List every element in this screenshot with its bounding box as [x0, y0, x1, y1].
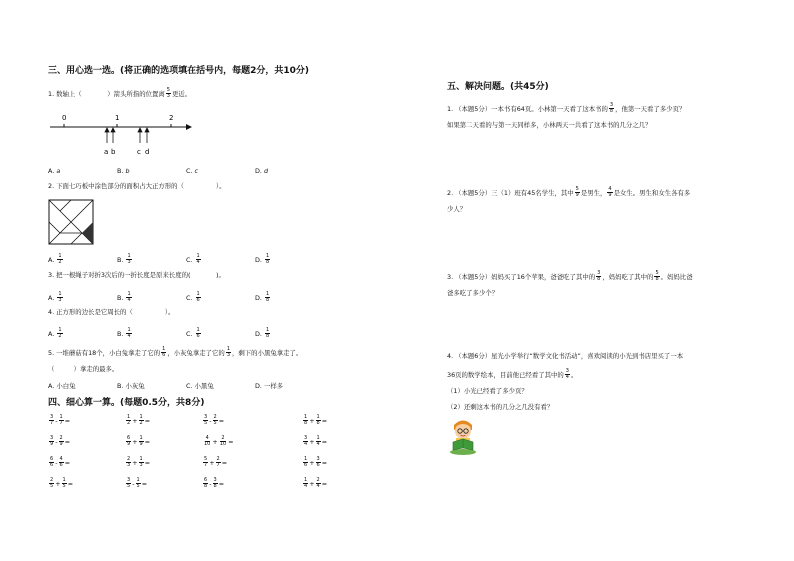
calc-exercise: $\frac{3}{7}$ - $\frac{1}{7}$ =	[50, 414, 71, 427]
q5-option-b[interactable]: B. 小灰兔	[117, 382, 145, 390]
calc-exercise: $\frac{1}{4}$ + $\frac{2}{4}$ =	[304, 477, 328, 490]
q4-option-b[interactable]: B. $\frac{1}{4}$	[117, 327, 131, 340]
p4-text: 4. （本题6分）星光小学举行“数学文化书活动”，喜欢阅读的小光到书店里买了一本	[447, 352, 684, 360]
q4-option-d[interactable]: D. $\frac{1}{8}$	[255, 327, 270, 340]
calc-exercise: $\frac{3}{5}$ - $\frac{2}{5}$ =	[204, 414, 225, 427]
number-line	[48, 110, 198, 160]
calc-exercise: $\frac{4}{10}$ + $\frac{2}{10}$ =	[204, 435, 234, 448]
q1-option-d[interactable]: D. d	[255, 167, 269, 175]
tick-label-2: 2	[169, 114, 174, 122]
arrow-label-c: c	[137, 148, 141, 156]
section4-title: 四、细心算一算。(每题0.5分，共8分)	[48, 398, 205, 408]
arrow-label-d: d	[145, 148, 150, 156]
q1-option-a[interactable]: A. a	[48, 167, 61, 175]
q1-fraction: $\frac{5}{3}$	[166, 87, 170, 100]
calc-exercise: $\frac{2}{3}$ + $\frac{1}{3}$ =	[127, 456, 151, 469]
calc-exercise: $\frac{1}{2}$ + $\frac{1}{2}$ =	[127, 414, 151, 427]
q1-option-b[interactable]: B. b	[117, 167, 130, 175]
q2-option-c[interactable]: C. $\frac{1}{4}$	[186, 253, 200, 266]
calc-exercise: $\frac{6}{9}$ + $\frac{1}{9}$ =	[127, 435, 151, 448]
q5-option-a[interactable]: A. 小白兔	[48, 382, 76, 390]
calc-exercise: $\frac{3}{4}$ + $\frac{1}{4}$ =	[304, 435, 328, 448]
p4-sub1: （1）小光已经看了多少页？	[447, 387, 528, 395]
q4-option-a[interactable]: A. $\frac{1}{2}$	[48, 327, 62, 340]
q3-text: 3. 把一根绳子对折3次后的一折长度是原来长度的( )。	[48, 271, 225, 279]
p4-sub2: （2）还剩这本书的几分之几没有看？	[447, 403, 554, 411]
calc-exercise: $\frac{1}{6}$ + $\frac{3}{6}$ =	[304, 456, 328, 469]
q2-option-b[interactable]: B. $\frac{1}{3}$	[117, 253, 131, 266]
p1-text: 1. （本题5分）一本书有64页。小林第一天看了这本书的 $\frac{3}{8}$ ，他第一天看了多少页？	[447, 102, 686, 115]
p3-text: 3. （本题5分）妈妈买了16个苹果，爸爸吃了其中的 $\frac{3}{8}$ ，妈妈吃了其中的 $\frac{5}{8}$ 。妈妈比爸	[447, 270, 693, 283]
q2-option-a[interactable]: A. $\frac{1}{2}$	[48, 253, 62, 266]
q2-text: 2. 下面七巧板中涂色部分的面积占大正方形的（ ）。	[48, 182, 226, 190]
p2-text: 2. （本题5分）三（1）班有45名学生，其中 $\frac{5}{9}$ 是男生， $\frac{4}{9}$ 是女生。男生和女生各有多	[447, 186, 691, 199]
arrow-label-a: a	[104, 148, 109, 156]
q1-option-c[interactable]: C. c	[186, 167, 199, 175]
q3-option-b[interactable]: B. $\frac{1}{4}$	[117, 291, 131, 304]
q4-text: 4. 正方形的边长是它周长的（ ）。	[48, 308, 175, 316]
p4-text-2: 36页的数学绘本，目前他已经看了其中的 $\frac{3}{4}$ 。	[447, 368, 578, 381]
q4-option-c[interactable]: C. $\frac{1}{6}$	[186, 327, 200, 340]
p2-text-2: 少人？	[447, 205, 467, 213]
p1-text-2: 如果第二天看的与第一天同样多，小林两天一共看了这本书的几分之几？	[447, 121, 652, 129]
tick-label-0: 0	[62, 114, 67, 122]
q2-option-d[interactable]: D. $\frac{1}{8}$	[255, 253, 270, 266]
number-line-arrowhead	[186, 124, 192, 130]
tangram-image	[48, 199, 94, 245]
calc-exercise: $\frac{2}{5}$ + $\frac{1}{5}$ =	[50, 477, 74, 490]
q3-option-a[interactable]: A. $\frac{1}{3}$	[48, 291, 62, 304]
q3-option-c[interactable]: C. $\frac{1}{6}$	[186, 291, 200, 304]
p3-text-2: 爸多吃了多少个？	[447, 289, 499, 297]
calc-exercise: $\frac{5}{7}$ + $\frac{2}{7}$ =	[204, 456, 228, 469]
reading-child-illustration	[448, 418, 478, 456]
q3-option-d[interactable]: D. $\frac{1}{8}$	[255, 291, 270, 304]
section3-title: 三、用心选一选。(将正确的选项填在括号内，每题2分，共10分)	[48, 66, 310, 76]
q5-text: 5. 一堆蘑菇有18个，小白兔拿走了它的 $\frac{1}{6}$ ，小灰兔拿走了它的 $\frac{1}{3}$ ，剩下的小黑兔拿走了。	[48, 346, 303, 359]
calc-exercise: $\frac{6}{6}$ - $\frac{4}{6}$ =	[50, 456, 71, 469]
q5-text-2: （ ）拿走的最多。	[48, 365, 119, 373]
arrow-label-b: b	[111, 148, 116, 156]
calc-exercise: $\frac{1}{8}$ + $\frac{1}{8}$ =	[304, 414, 328, 427]
q5-option-d[interactable]: D. 一样多	[255, 382, 284, 390]
q5-option-c[interactable]: C. 小黑兔	[186, 382, 214, 390]
section5-title: 五、解决问题。(共45分)	[447, 82, 549, 92]
calc-exercise: $\frac{3}{9}$ - $\frac{2}{9}$ =	[50, 435, 71, 448]
tick-label-1: 1	[115, 114, 120, 122]
calc-exercise: $\frac{3}{5}$ - $\frac{1}{5}$ =	[127, 477, 148, 490]
q1-text: 1. 数轴上（ ）箭头所指的位置离 $\frac{5}{3}$ 更近。	[48, 87, 192, 100]
calc-exercise: $\frac{6}{8}$ - $\frac{3}{8}$ =	[204, 477, 225, 490]
